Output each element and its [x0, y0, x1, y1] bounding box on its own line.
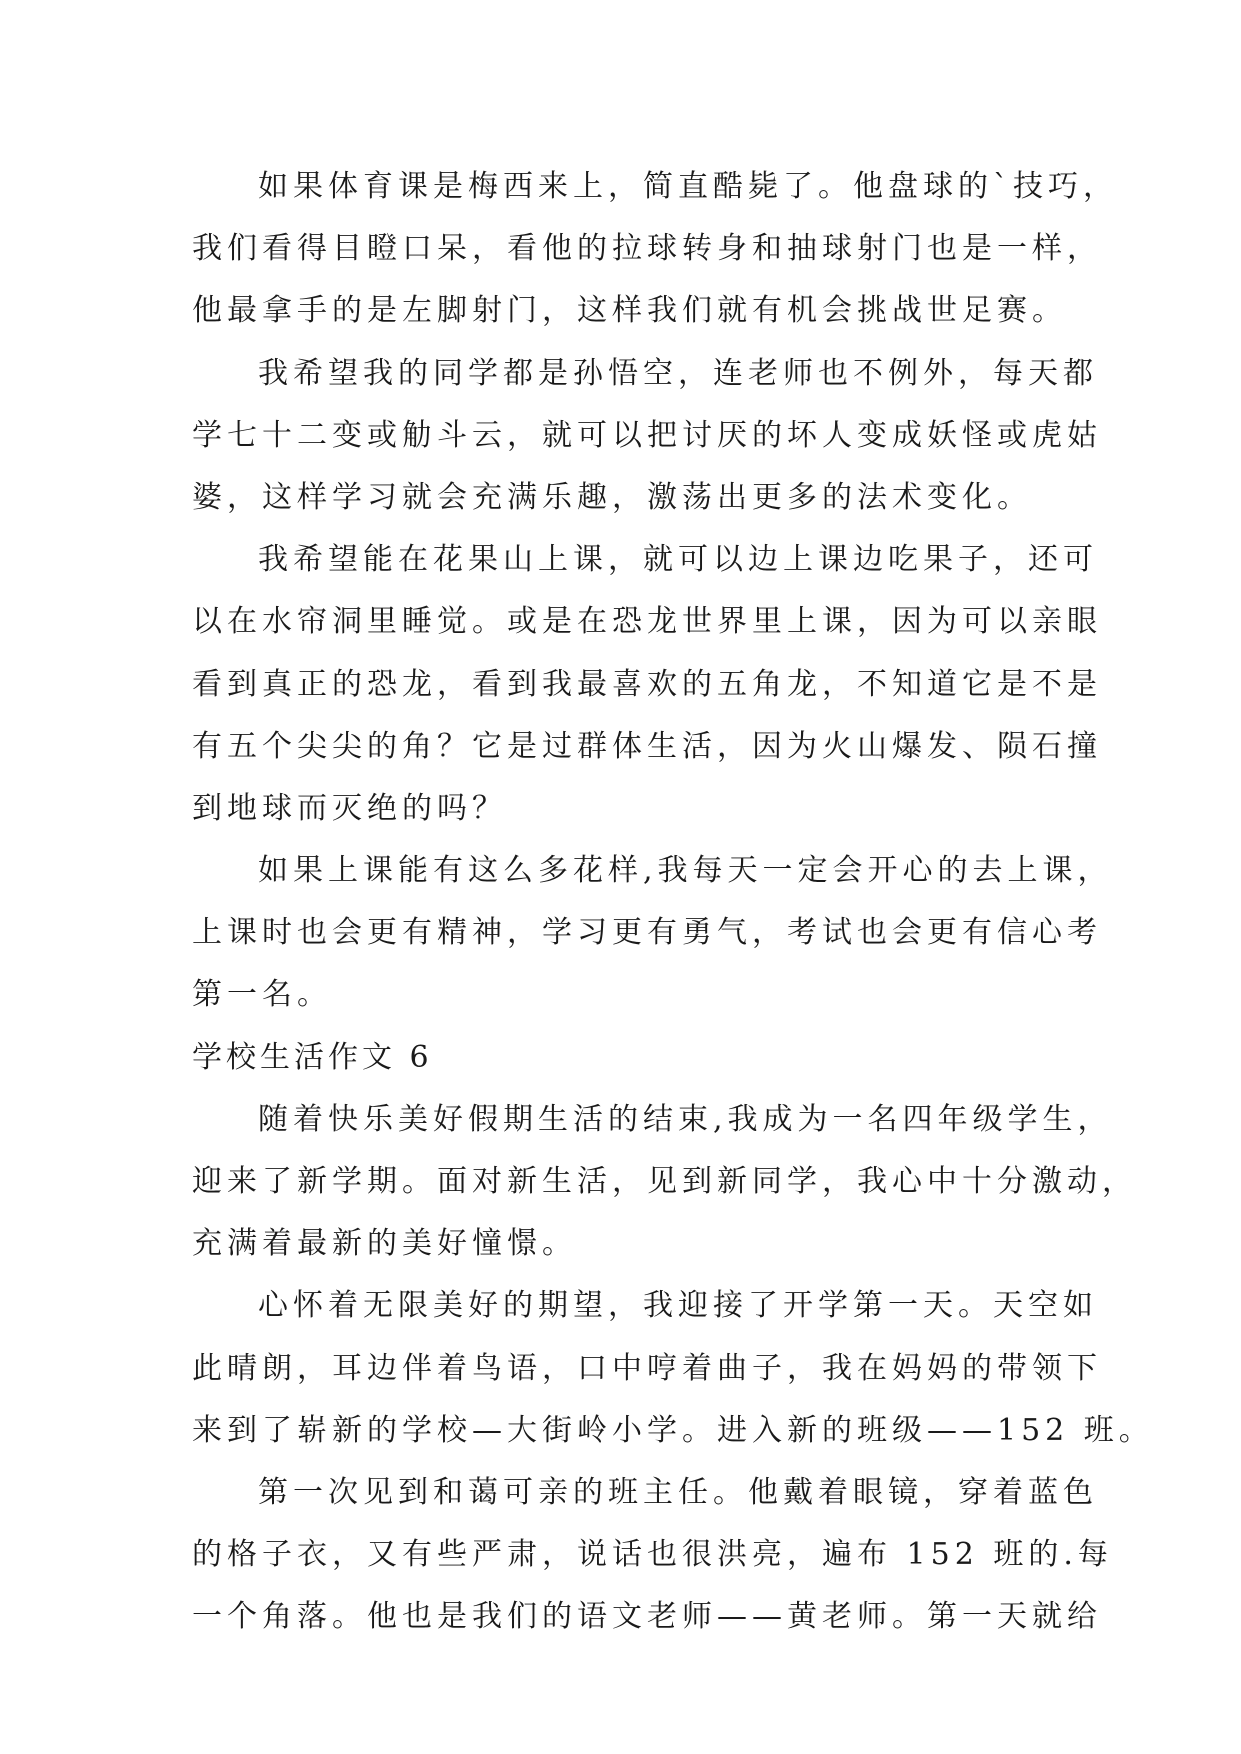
paragraph-line: 来到了崭新的学校—大街岭小学。进入新的班级——152 班。: [192, 1412, 1154, 1448]
paragraph-line: 到地球而灭绝的吗？: [192, 790, 507, 826]
document-body: [192, 156, 1154, 1649]
paragraph-line: 以在水帘洞里睡觉。或是在恐龙世界里上课，因为可以亲眼: [192, 604, 1102, 640]
paragraph-line: 看到真正的恐龙，看到我最喜欢的五角龙，不知道它是不是: [192, 666, 1102, 702]
paragraph-line: 我希望能在花果山上课，就可以边上课边吃果子，还可: [258, 542, 1098, 578]
paragraph-line: 心怀着无限美好的期望，我迎接了开学第一天。天空如: [258, 1288, 1098, 1324]
paragraph-line: 有五个尖尖的角？它是过群体生活，因为火山爆发、陨石撞: [192, 728, 1102, 764]
section-heading: 学校生活作文 6: [192, 1039, 433, 1075]
paragraph-line: 我们看得目瞪口呆，看他的拉球转身和抽球射门也是一样，: [192, 231, 1102, 267]
paragraph-line: 学七十二变或觔斗云，就可以把讨厌的坏人变成妖怪或虎姑: [192, 417, 1102, 453]
paragraph-line: 第一名。: [192, 977, 332, 1013]
paragraph-line: 第一次见到和蔼可亲的班主任。他戴着眼镜，穿着蓝色: [258, 1474, 1098, 1510]
paragraph-line: 此晴朗，耳边伴着鸟语，口中哼着曲子，我在妈妈的带领下: [192, 1350, 1102, 1386]
paragraph-line: 一个角落。他也是我们的语文老师——黄老师。第一天就给: [192, 1599, 1102, 1635]
paragraph-line: 迎来了新学期。面对新生活，见到新同学，我心中十分激动，: [192, 1164, 1137, 1199]
paragraph-line: 上课时也会更有精神，学习更有勇气，考试也会更有信心考: [192, 915, 1102, 951]
paragraph-line: 如果上课能有这么多花样,我每天一定会开心的去上课，: [258, 853, 1113, 889]
paragraph-line: 随着快乐美好假期生活的结束,我成为一名四年级学生，: [258, 1101, 1113, 1137]
paragraph-line: 的格子衣，又有些严肃，说话也很洪亮，遍布 152 班的.每: [192, 1537, 1113, 1573]
paragraph-line: 我希望我的同学都是孙悟空，连老师也不例外，每天都: [258, 355, 1098, 391]
paragraph-line: 如果体育课是梅西来上，简直酷毙了。他盘球的`技巧，: [258, 169, 1118, 204]
paragraph-line: 婆，这样学习就会充满乐趣，激荡出更多的法术变化。: [192, 479, 1032, 515]
paragraph-line: 他最拿手的是左脚射门，这样我们就有机会挑战世足赛。: [192, 293, 1067, 329]
paragraph-line: 充满着最新的美好憧憬。: [192, 1226, 577, 1262]
